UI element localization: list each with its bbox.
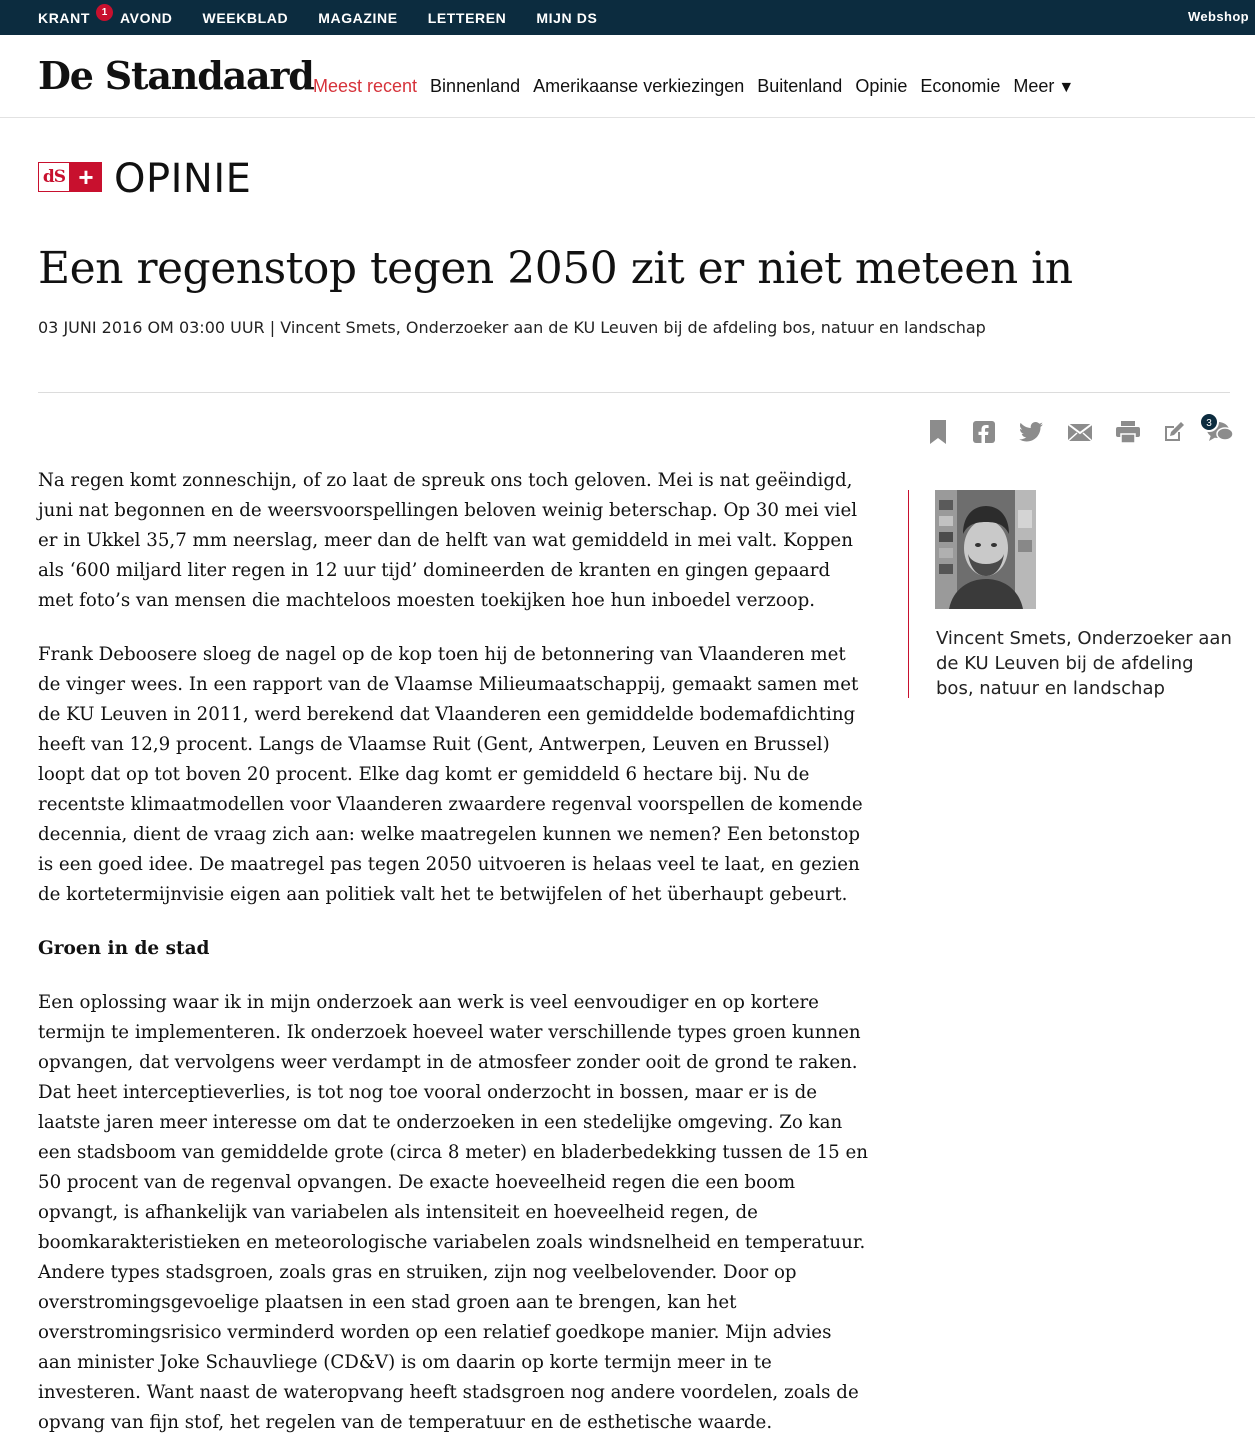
top-nav-krant[interactable]: KRANT [38, 9, 90, 26]
article-paragraph: Frank Deboosere sloeg de nagel op de kop toen hij de betonnering van Vlaanderen met de vinger wees. In een rapport van de Vlaamse Milieumaatschappij, gemaakt samen met de KU Leuven in 2011, werd berekend dat Vlaanderen een gemiddelde bodemafdichting heeft van 12,9 procent. Langs de Vlaamse Ruit (Gent, Antwerpen, Leuven en Brussel) loopt dat op tot boven 20 procent. Elke dag komt er gemiddeld 6 hectare bij. Nu de recentste klimaatmodellen voor Vlaanderen zwaardere regenval voorspellen de komende decennia, dient de vraag zich aan: welke maatregelen kunnen we nemen? Een betonstop is een goed idee. De maatregel pas tegen 2050 uitvoeren is helaas veel te laat, en gezien de kortetermijnvisie eigen aan politiek valt het te betwijfelen of het überhaupt gebeurt. [38, 644, 863, 905]
divider [38, 392, 1230, 393]
nav-amerikaanse-verkiezingen[interactable]: Amerikaanse verkiezingen [533, 76, 745, 96]
nav-binnenland[interactable]: Binnenland [430, 76, 521, 96]
nav-economie[interactable]: Economie [920, 76, 1001, 96]
author-photo [935, 490, 1036, 609]
author-name: Vincent Smets, Onderzoeker aan de KU Leuven bij de afdeling bos, natuur en landschap [936, 628, 1232, 699]
section-header [38, 158, 251, 200]
share-toolbar [920, 418, 1235, 448]
bookmark-icon[interactable] [924, 418, 952, 446]
nav-meest-recent[interactable]: Meest recent [313, 76, 418, 96]
top-nav [38, 0, 627, 35]
article-paragraph: Een oplossing waar ik in mijn onderzoek aan werk is veel eenvoudiger en op kortere termijn te implementeren. Ik onderzoek hoeveel water verschillende types groen kunnen opvangen, dat vervolgens weer verdampt in de atmosfeer zonder ooit de grond te raken. Dat heet interceptieverlies, is tot nog toe vooral onderzocht in bossen, maar er is de laatste jaren meer interesse om dat te onderzoeken in een stedelijke omgeving. Zo kan een stadsboom van gemiddelde grote (circa 8 meter) en bladerbedekking tussen de 15 en 50 procent van de regenval opvangen. De exacte hoeveelheid regen die een boom opvangt, is afhankelijk van variabelen als intensiteit en hoeveelheid regen, de boomkarakteristieken en meteorologische variabelen zoals windsnelheid en temperatuur. Andere types stadsgroen, zoals gras en struiken, zijn nog veelbelovender. Door op overstromingsgevoelige plaatsen in een stad groen aan te brengen, kan het overstromingsrisico verminderd worden op een relatief goedkope manier. Mijn advies aan minister Joke Schauvliege (CD&V) is om daarin op korte termijn meer in te investeren. Want naast de wateropvang heeft stadsgroen nog andere voordelen, zoals de opvang van fijn stof, het regelen van de temperatuur en de esthetische waarde. [38, 992, 868, 1433]
top-nav-magazine[interactable]: MAGAZINE [318, 9, 398, 26]
print-icon[interactable] [1114, 418, 1142, 446]
section-label: OPINIE [114, 156, 252, 202]
notification-badge: 1 [96, 4, 113, 21]
twitter-icon[interactable] [1017, 418, 1045, 446]
nav-buitenland[interactable]: Buitenland [757, 76, 843, 96]
comment-count-badge: 3 [1199, 412, 1219, 432]
plus-icon: + [70, 162, 102, 192]
top-nav-letteren[interactable]: LETTEREN [427, 9, 507, 26]
main-nav [313, 76, 1087, 97]
facebook-icon[interactable] [970, 418, 998, 446]
nav-meer-label: Meer [1013, 76, 1055, 96]
mail-icon[interactable] [1066, 418, 1094, 446]
webshop-link[interactable]: Webshop [1187, 9, 1249, 24]
caret-down-icon: ▼ [1058, 79, 1075, 96]
top-nav-mijn-ds[interactable]: MIJN DS [536, 9, 598, 26]
author-box [908, 490, 1238, 698]
ds-plus-logo [38, 162, 102, 192]
top-bar [0, 0, 1255, 35]
article-title: Een regenstop tegen 2050 zit er niet meteen in [38, 243, 1073, 294]
article-byline: 03 JUNI 2016 OM 03:00 UUR | Vincent Smets, Onderzoeker aan de KU Leuven bij de afdeling bos, natuur en landschap [38, 318, 986, 337]
masthead [0, 35, 1255, 118]
nav-opinie[interactable]: Opinie [855, 76, 908, 96]
ds-logo-mark: dS [38, 162, 70, 192]
article-paragraph: Na regen komt zonneschijn, of zo laat de spreuk ons toch geloven. Mei is nat geëindigd, juni nat begonnen en de weersvoorspellingen beloven weinig beterschap. Op 30 mei viel er in Ukkel 35,7 mm neerslag, meer dan de helft van wat gemiddeld in mei valt. Koppen als ‘600 miljard liter regen in 12 uur tijd’ domineerden de kranten en gingen gepaard met foto’s van mensen die machteloos moesten toekijken hoe hun inboedel verzoop. [38, 470, 858, 611]
article-body [38, 466, 870, 1442]
top-nav-avond[interactable]: AVOND [120, 9, 173, 26]
site-logo[interactable]: De Standaard [38, 53, 314, 98]
nav-meer[interactable] [1013, 76, 1074, 97]
top-nav-weekblad[interactable]: WEEKBLAD [202, 9, 289, 26]
article-subheading: Groen in de stad [38, 938, 210, 959]
edit-icon[interactable] [1160, 418, 1188, 446]
